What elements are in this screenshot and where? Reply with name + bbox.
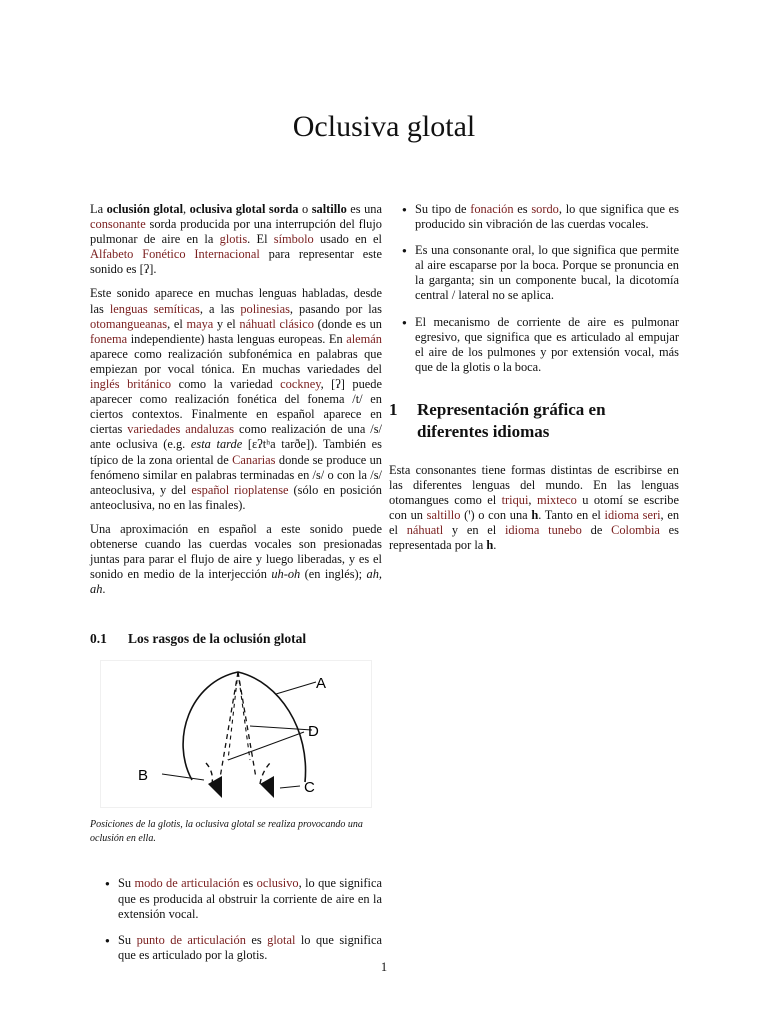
- glottis-figure: [90, 660, 382, 846]
- link-canarias[interactable]: Canarias: [232, 452, 276, 467]
- link-consonante[interactable]: consonante: [90, 217, 146, 232]
- link-colombia[interactable]: Colombia: [611, 523, 660, 538]
- link-glotal[interactable]: glotal: [267, 932, 296, 947]
- link-nahuatl[interactable]: náhuatl: [406, 523, 444, 538]
- features-list-right: [389, 202, 679, 375]
- link-modo-articulacion[interactable]: modo de articulación: [134, 876, 240, 891]
- section-heading-1: 1 Representación gráfica en diferentes idiomas: [389, 399, 606, 441]
- label-c: C: [304, 779, 315, 797]
- link-simbolo[interactable]: símbolo: [273, 232, 314, 247]
- list-item: ● Su tipo de fonación es sordo, lo que significa que es producido sin vibración de las cuerdas vocales.: [389, 202, 679, 232]
- link-otomangueanas[interactable]: otomangueanas: [90, 316, 168, 331]
- link-nahuatl-clasico[interactable]: náhuatl clásico: [239, 316, 314, 331]
- list-item: ● Es una consonante oral, lo que significa que permite al aire escaparse por la boca. Porque se pronuncia en la garganta; sin un componente bucal, la dicotomía central / lateral no se aplica.: [389, 243, 679, 303]
- label-a: A: [316, 675, 327, 693]
- features-list-left: [90, 876, 382, 962]
- link-lenguas-semiticas[interactable]: lenguas semíticas: [109, 301, 200, 316]
- link-glotis[interactable]: glotis: [219, 232, 248, 247]
- link-saltillo[interactable]: saltillo: [426, 508, 461, 523]
- page-title: Oclusiva glotal: [292, 110, 476, 143]
- distribution-paragraph: Este sonido aparece en muchas lenguas habladas, desde las lenguas semíticas, a las polinesias, pasando por las otomangueanas, el maya y el náhuatl clásico (donde es un fonema independiente) hasta lenguas europeas. En alemán aparece como realización subfonémica en palabras que empiezan por vocal tónica. En muchas variedades del inglés británico como la variedad cockney, [ʔ] puede aparecer como realización fonética del fonema /t/ en ciertos contextos. Finalmente en español aparece en ciertas variedades andaluzas como realización de una /s/ ante oclusiva (e.g. esta tarde [ɛʔtʰa tarðe]). También es típico de la zona oriental de Canarias donde se produce un fenómeno similar en palabras terminadas en /s/ o con la /s/ anteoclusiva, y del español rioplatense (sólo en posición anteoclusiva, no en las finales).: [90, 286, 383, 512]
- link-maya[interactable]: maya: [186, 316, 214, 331]
- link-idioma-tunebo[interactable]: idioma tunebo: [504, 523, 582, 538]
- link-oclusivo[interactable]: oclusivo: [256, 876, 299, 891]
- left-column: [90, 202, 382, 974]
- intro-paragraph: La oclusión glotal, oclusiva glotal sorda o saltillo es una consonante sorda producida por una interrupción del flujo pulmonar de aire en la glotis. El símbolo usado en el Alfabeto Fonético Internacional para representar este sonido es [ʔ].: [90, 202, 382, 277]
- label-d: D: [308, 723, 319, 741]
- link-variedades-andaluzas[interactable]: variedades andaluzas: [127, 422, 235, 437]
- link-polinesias[interactable]: polinesias: [240, 301, 290, 316]
- list-item: ● Su punto de articulación es glotal lo que significa que es articulado por la glotis.: [90, 933, 382, 963]
- link-afi[interactable]: Alfabeto Fonético Internacional: [90, 247, 260, 262]
- list-item: ● El mecanismo de corriente de aire es pulmonar egresivo, que significa que es articulado al empujar el aire de los pulmones y por extensión vocal, más que de la glotis o la boca.: [389, 315, 679, 375]
- glottis-diagram: [100, 660, 372, 808]
- link-fonema[interactable]: fonema: [90, 331, 128, 346]
- link-espanol-rioplatense[interactable]: español rioplatense: [191, 482, 289, 497]
- figure-caption: Posiciones de la glotis, la oclusiva glotal se realiza provocando una oclusión en ella.: [90, 819, 363, 845]
- link-fonacion[interactable]: fonación: [470, 202, 514, 216]
- link-ingles-britanico[interactable]: inglés británico: [90, 377, 172, 392]
- representation-paragraph: Esta consonantes tiene formas distintas de escribirse en las diferentes lenguas del mundo. En las lenguas otomangues como el triqui, mixteco u otomí se escribe con un saltillo (ꞌ) o con una h. Tanto en el idioma seri, en el náhuatl y en el idioma tunebo de Colombia es representada por la h.: [389, 462, 680, 553]
- link-punto-articulacion[interactable]: punto de articulación: [136, 932, 246, 947]
- link-mixteco[interactable]: mixteco: [536, 493, 577, 508]
- link-cockney[interactable]: cockney: [280, 377, 321, 392]
- link-aleman[interactable]: alemán: [346, 331, 382, 346]
- list-item: ● Su modo de articulación es oclusivo, lo que significa que es producida al obstruir la corriente de aire en la extensión vocal.: [90, 876, 382, 921]
- link-sordo[interactable]: sordo: [531, 202, 559, 216]
- link-idioma-seri[interactable]: idioma seri: [604, 508, 661, 523]
- section-heading-0-1: 0.1 Los rasgos de la oclusión glotal: [90, 631, 307, 647]
- approximation-paragraph: Una aproximación en español a este sonido puede obtenerse cuando las cuerdas vocales son presionadas juntas para parar el flujo de aire y luego liberadas, y es el sonido en medio de la interjección uh-oh (en inglés); ah, ah.: [90, 521, 383, 597]
- right-column: [389, 202, 679, 563]
- label-b: B: [138, 767, 149, 785]
- link-triqui[interactable]: triqui: [501, 493, 529, 508]
- page-number: 1: [380, 960, 388, 974]
